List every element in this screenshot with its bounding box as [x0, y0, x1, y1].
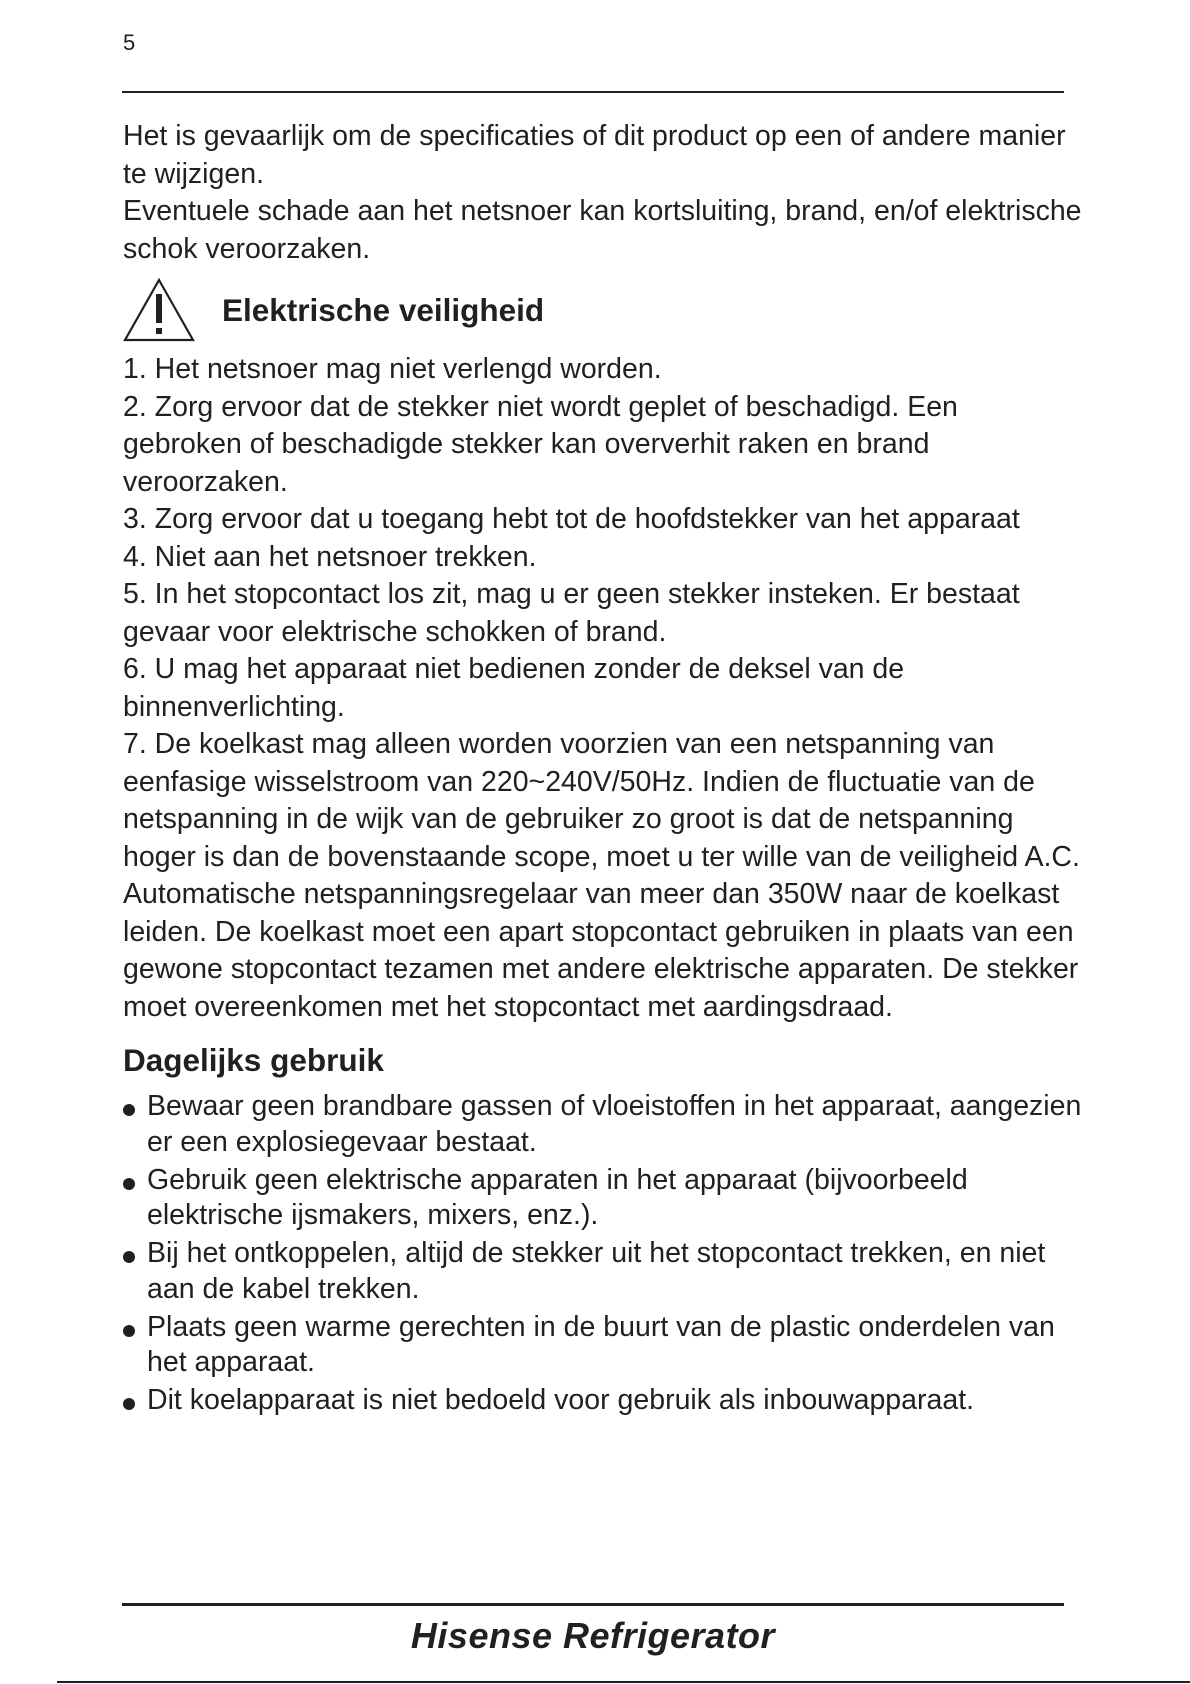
- list-item-text: Dit koelapparaat is niet bedoeld voor gebruik als inbouwapparaat.: [147, 1384, 975, 1416]
- list-item: [123, 1383, 1083, 1419]
- list-item: [123, 1089, 1083, 1160]
- bullet-icon: [123, 1104, 135, 1116]
- section-title-electrical: Elektrische veiligheid: [222, 292, 545, 328]
- footer-brand: Hisense Refrigerator: [410, 1615, 776, 1656]
- page-content: [123, 118, 1083, 1421]
- section-title-daily: Dagelijks gebruik: [123, 1042, 384, 1078]
- bullet-icon: [123, 1178, 135, 1190]
- list-item: 1. Het netsnoer mag niet verlengd worden.: [123, 353, 662, 385]
- footer-divider: [122, 1603, 1064, 1606]
- list-item: 4. Niet aan het netsnoer trekken.: [123, 540, 537, 573]
- intro-paragraph: Het is gevaarlijk om de specificaties of dit product op een of andere manier te wijzigen.: [123, 120, 1066, 190]
- list-item: 3. Zorg ervoor dat u toegang hebt tot de hoofdstekker van het apparaat: [123, 503, 1020, 535]
- warning-triangle-icon: [122, 277, 196, 343]
- page-number: 5: [123, 30, 136, 55]
- list-item-text: Bij het ontkoppelen, altijd de stekker uit het stopcontact trekken, en niet aan de kabel trekken.: [147, 1237, 1046, 1305]
- list-item: [123, 1310, 1083, 1381]
- bullet-icon: [123, 1325, 135, 1337]
- daily-use-list: [123, 1089, 1083, 1419]
- electrical-safety-list: [123, 351, 1083, 1026]
- bullet-icon: [123, 1398, 135, 1410]
- page-bottom-divider: [57, 1681, 1190, 1683]
- list-item: 6. U mag het apparaat niet bedienen zonder de deksel van de binnenverlichting.: [123, 653, 905, 723]
- list-item: [123, 1236, 1083, 1307]
- list-item-text: Bewaar geen brandbare gassen of vloeistoffen in het apparaat, aangezien er een explosiegevaar bestaat.: [147, 1090, 1082, 1158]
- list-item: [123, 1163, 1083, 1234]
- header-divider: [122, 91, 1064, 93]
- intro-paragraph: Eventuele schade aan het netsnoer kan kortsluiting, brand, en/of elektrische schok veroorzaken.: [123, 195, 1082, 265]
- list-item: 7. De koelkast mag alleen worden voorzien van een netspanning van eenfasige wisselstroom van 220~240V/50Hz. Indien de fluctuatie van de netspanning in de wijk van de gebruiker zo groot is dat de netspanning hoger is dan de bovenstaande scope, moet u ter wille van de veiligheid A.C. Automatische netspanningsregelaar van meer dan 350W naar de koelkast leiden. De koelkast moet een apart stopcontact gebruiken in plaats van een gewone stopcontact tezamen met andere elektrische apparaten. De stekker moet overeenkomen met het stopcontact met aardingsdraad.: [123, 728, 1080, 1023]
- list-item-text: Plaats geen warme gerechten in de buurt van de plastic onderdelen van het apparaat.: [147, 1310, 1055, 1378]
- list-item: 2. Zorg ervoor dat de stekker niet wordt geplet of beschadigd. Een gebroken of beschadigde stekker kan oververhit raken en brand veroorzaken.: [123, 390, 958, 498]
- bullet-icon: [123, 1251, 135, 1263]
- list-item: 5. In het stopcontact los zit, mag u er geen stekker insteken. Er bestaat gevaar voor elektrische schokken of brand.: [123, 578, 1020, 648]
- electrical-safety-heading: [122, 277, 1083, 343]
- list-item-text: Gebruik geen elektrische apparaten in het apparaat (bijvoorbeeld elektrische ijsmakers, mixers, enz.).: [147, 1163, 968, 1231]
